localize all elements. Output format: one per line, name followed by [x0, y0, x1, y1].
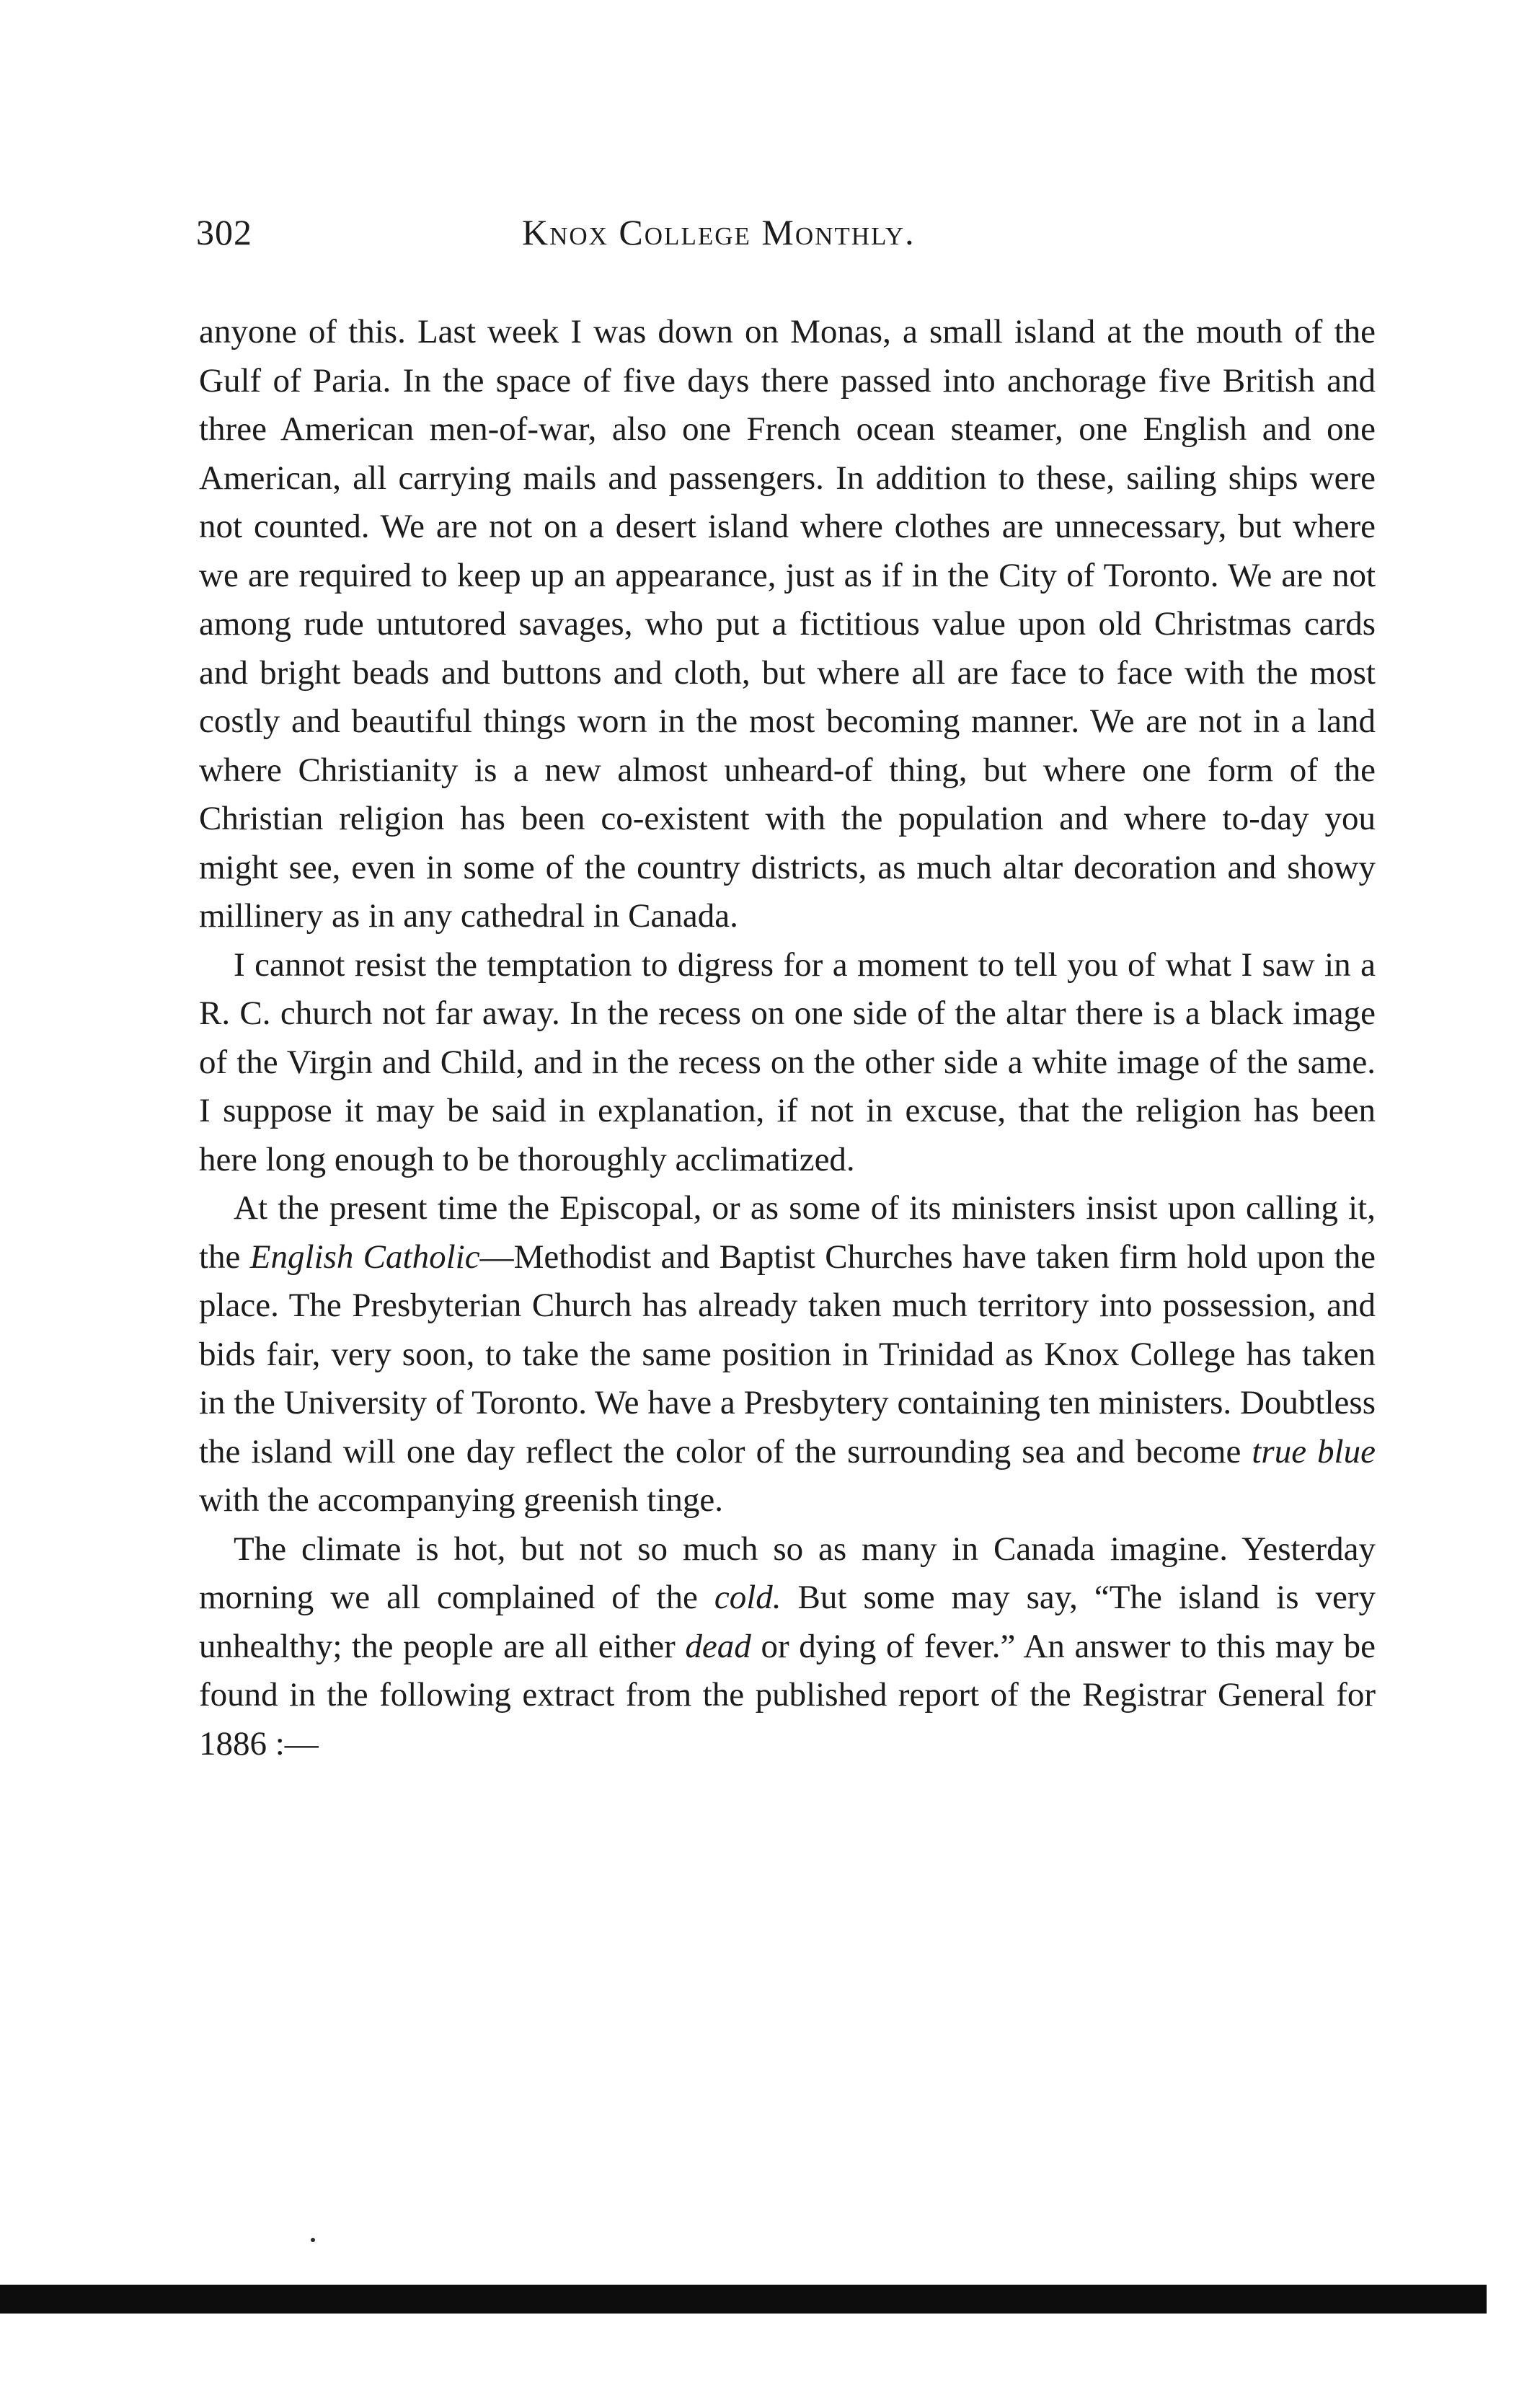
italic-phrase: true blue — [1252, 1432, 1376, 1470]
paragraph-text: But some may say, “The island is very unhealthy; the people are all either — [199, 1579, 1376, 1665]
paragraph-4 — [199, 1525, 1376, 1769]
paragraph-1 — [199, 308, 1376, 941]
paragraph-text: or dying of fever.” An answer to this may be found in the following extract from the published report of the Registrar General for 1886 :— — [199, 1627, 1376, 1763]
stray-ink-dot — [311, 2238, 315, 2242]
body-text — [199, 308, 1376, 1768]
paragraph-text: The climate is hot, but not so much so as many in Canada imagine. Yesterday morning we all complained of the — [199, 1530, 1376, 1616]
italic-phrase: English Catholic — [249, 1238, 480, 1276]
page-number: 302 — [196, 212, 252, 252]
paragraph-text: At the present time the Episcopal, or as some of its ministers insist upon calling it, the — [199, 1189, 1376, 1276]
italic-phrase: cold. — [714, 1579, 782, 1616]
paragraph-text: I cannot resist the temptation to digress for a moment to tell you of what I saw in a R. C. church not far away. In the recess on one side of the altar there is a black image of the Virgin and Child, and in the recess on the other side a white image of the same. I suppose it may be said in explanation, if not in excuse, that the religion has been here long enough to be thoroughly acclimatized. — [199, 945, 1376, 1178]
italic-phrase: dead — [685, 1627, 751, 1665]
paragraph-text: —Methodist and Baptist Churches have taken firm hold upon the place. The Presbyterian Church has already taken much territory into possession, and bids fair, very soon, to take the same position in Trinidad as Knox College has taken in the University of Toronto. We have a Presbytery containing ten ministers. Doubtless the island will one day reflect the color of the surrounding sea and become — [199, 1238, 1376, 1470]
paragraph-3 — [199, 1184, 1376, 1525]
running-title: Knox College Monthly. — [522, 212, 916, 252]
paragraph-text: with the accompanying greenish tinge. — [199, 1481, 723, 1519]
paragraph-2 — [199, 941, 1376, 1185]
page-header — [196, 211, 1378, 269]
paragraph-text: anyone of this. Last week I was down on Monas, a small island at the mouth of the Gulf of Paria. In the space of five days there passed into anchorage five British and three American men-of-war, also one French ocean steamer, one English and one American, all carrying mails and passengers. In addition to these, sailing ships were not counted. We are not on a desert island where clothes are unnecessary, but where we are required to keep up an appearance, just as if in the City of Toronto. We are not among rude untutored savages, who put a fictitious value upon old Christmas cards and bright beads and buttons and cloth, but where all are face to face with the most costly and beautiful things worn in the most becoming manner. We are not in a land where Christianity is a new almost unheard-of thing, but where one form of the Christian religion has been co-existent with the population and where to-day you might see, even in some of the country districts, as much altar decoration and showy millinery as in any cathedral in Canada. — [199, 313, 1376, 935]
bottom-rule — [0, 2285, 1487, 2314]
